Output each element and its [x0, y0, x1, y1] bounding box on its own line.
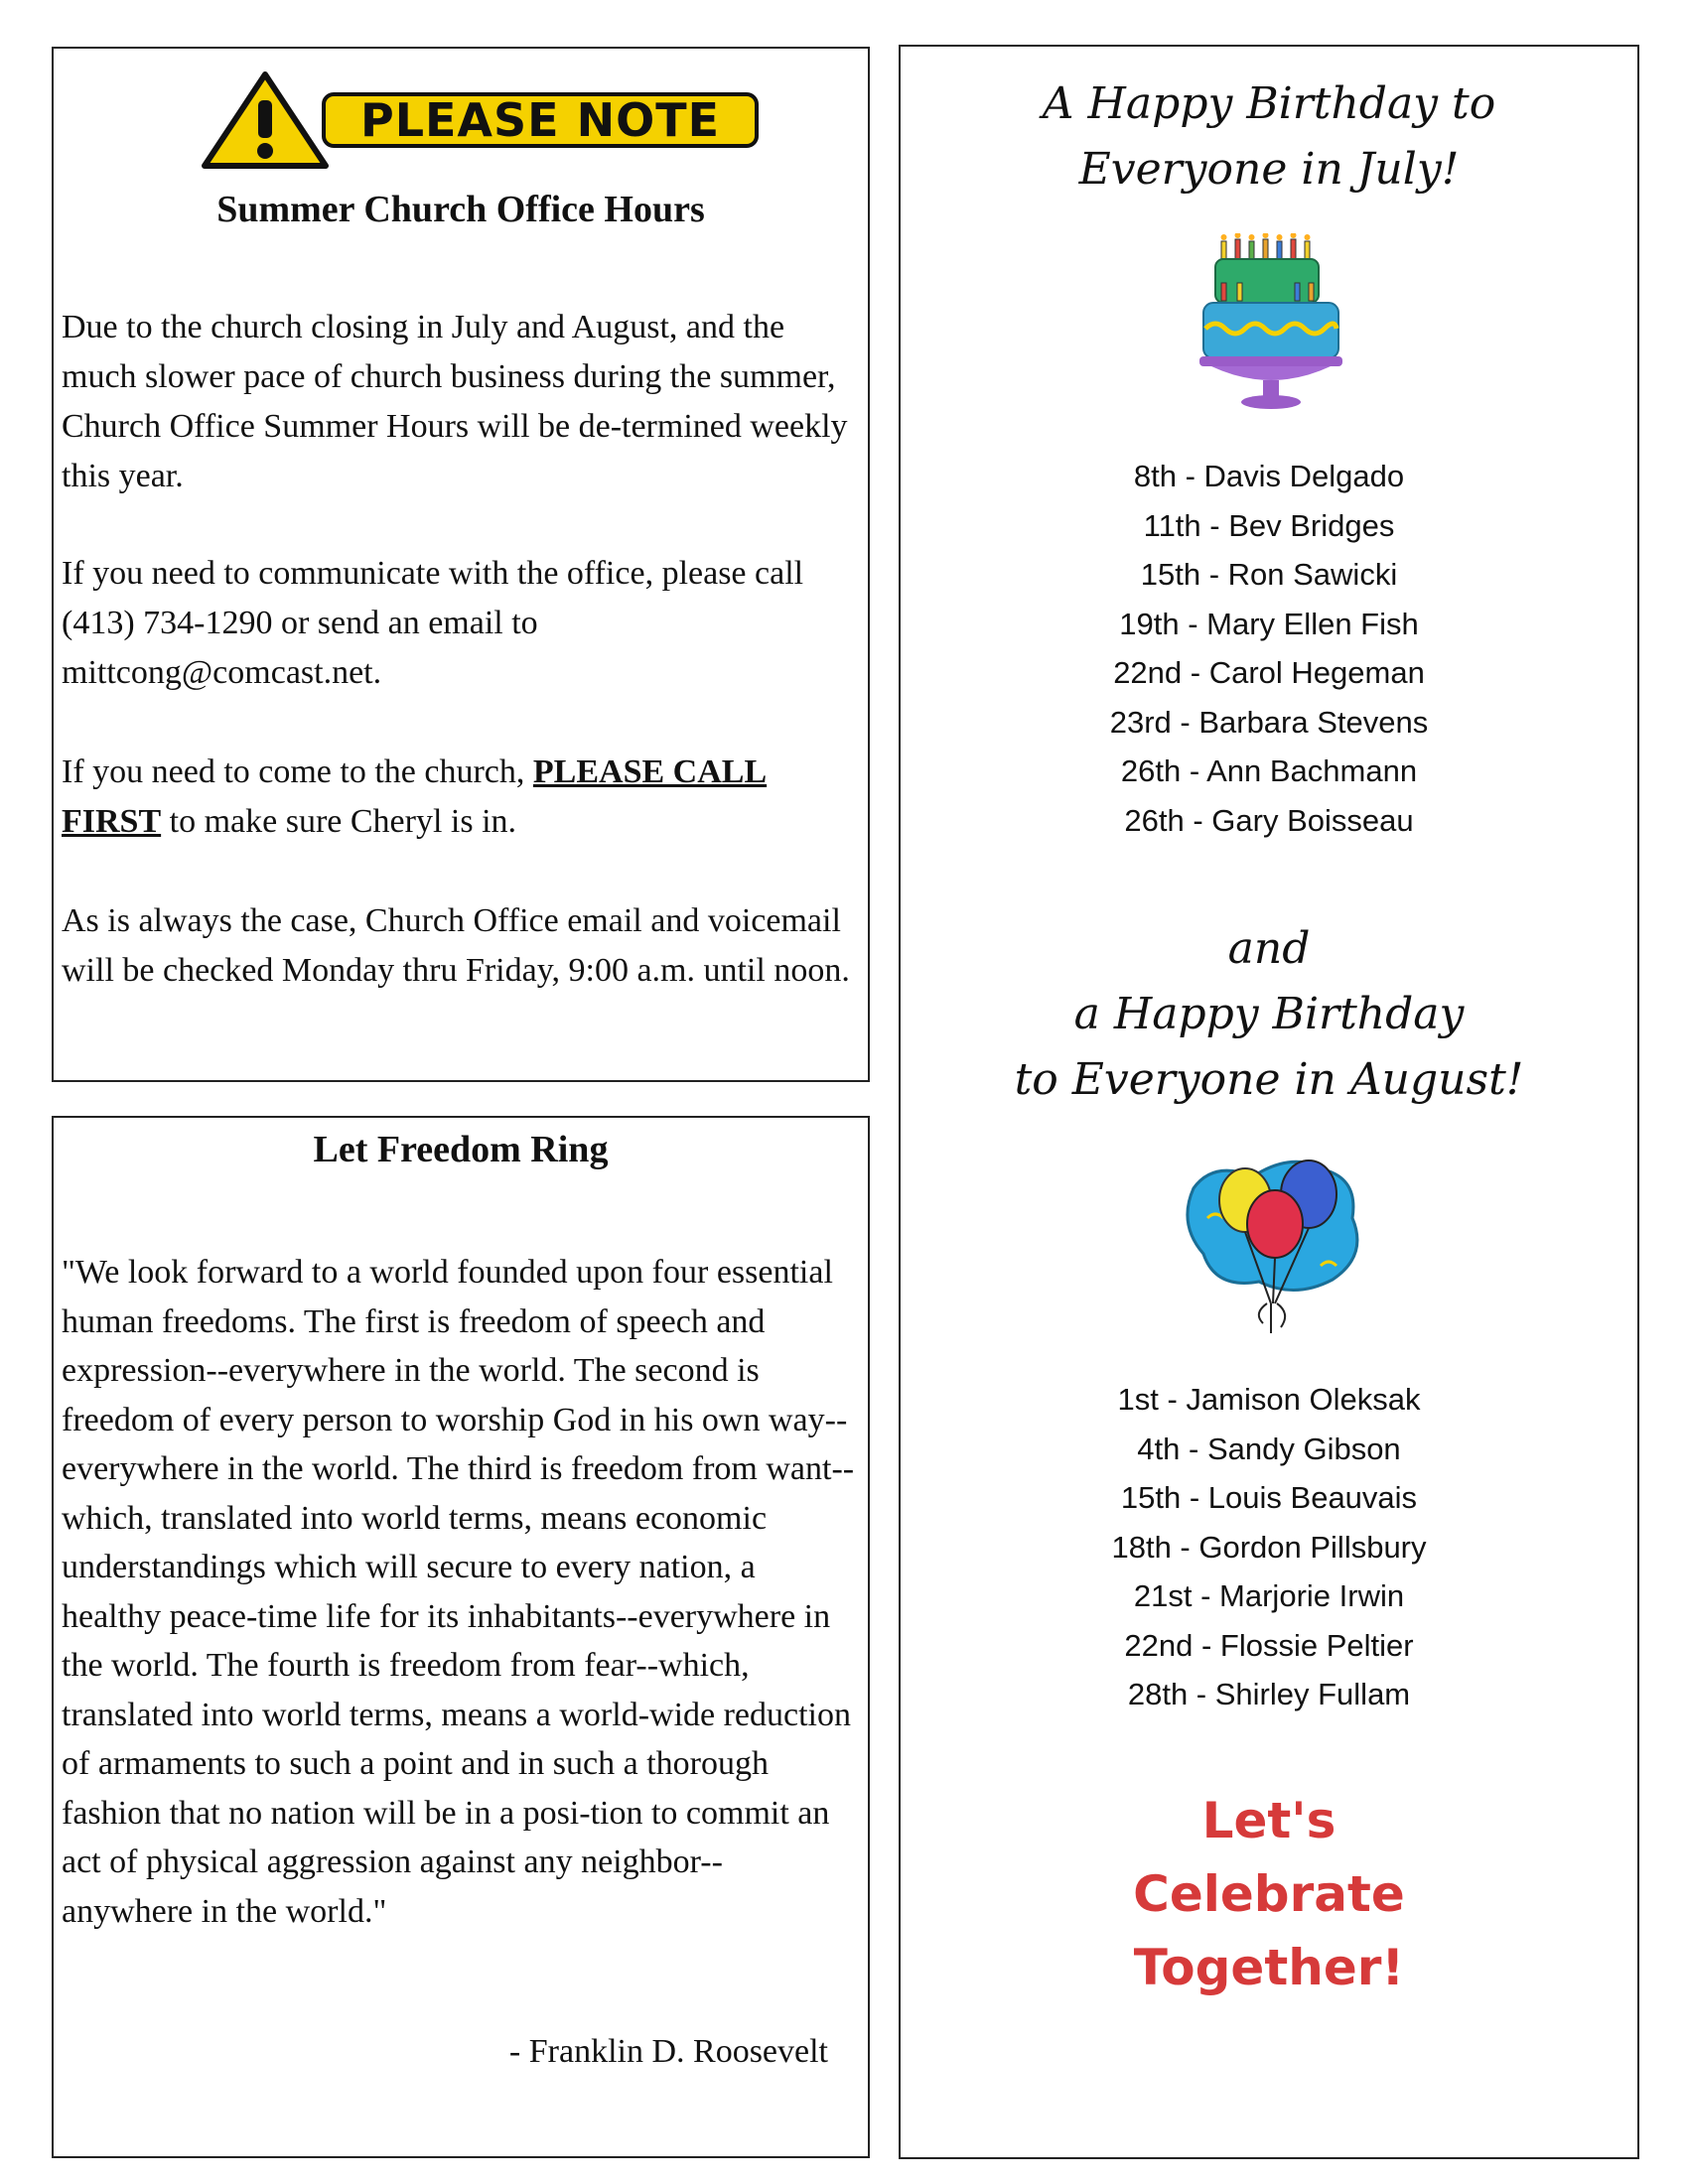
july-birthday-list [901, 452, 1637, 845]
office-paragraph-call-first [62, 748, 862, 847]
july-title-line-1: A Happy Birthday to [1042, 78, 1496, 129]
office-hours-heading: Summer Church Office Hours [216, 189, 705, 230]
roosevelt-quote: "We look forward to a world founded upon four essential human freedoms. The first is freedom of speech and expression--everywhere in the world. The second is freedom of every person to worship God in his own way--everywhere in the world. The third is freedom from want--which, translated into world terms, means economic understandings which will secure to every nation, a healthy peace-time life for its inhabitants--everywhere in the world. The fourth is freedom from fear--which, translated into world terms, means a world-wide reduction of armaments to such a point and in such a thorough fashion that no nation will be in a posi-tion to commit an act of physical aggression against any neighbor-- anywhere in the world." [62, 1254, 855, 1930]
august-birthday-title [901, 982, 1637, 1113]
august-birthday-item: 22nd - Flossie Peltier [1124, 1627, 1414, 1663]
please-call-first-emphasis: PLEASE CALL FIRST [62, 753, 768, 840]
office-paragraph-voicemail: As is always the case, Church Office email and voicemail will be checked Monday thru Friday, 9:00 a.m. until noon. [62, 902, 850, 989]
july-birthday-item: 19th - Mary Ellen Fish [1119, 606, 1419, 641]
please-note-label: PLEASE NOTE [322, 92, 759, 148]
office-paragraph-contact: If you need to communicate with the office, please call (413) 734-1290 or send an email to mittcong@comcast.net. [62, 555, 804, 691]
call-first-prefix: If you need to come to the church, [62, 753, 533, 790]
august-birthday-item: 15th - Louis Beauvais [1120, 1480, 1418, 1515]
celebrate-line-2: Celebrate [1133, 1865, 1405, 1923]
august-birthday-item: 21st - Marjorie Irwin [1133, 1578, 1405, 1613]
lets-celebrate-together [901, 1784, 1637, 2004]
july-birthday-item: 26th - Ann Bachmann [1120, 753, 1418, 788]
august-birthday-list [901, 1375, 1637, 1719]
july-birthday-item: 26th - Gary Boisseau [1124, 802, 1414, 838]
august-birthday-item: 18th - Gordon Pillsbury [1111, 1529, 1427, 1565]
july-birthday-item: 23rd - Barbara Stevens [1109, 704, 1429, 740]
july-birthday-item: 22nd - Carol Hegeman [1113, 655, 1425, 690]
call-first-suffix: to make sure Cheryl is in. [161, 803, 517, 840]
freedom-box [52, 1116, 870, 2158]
celebrate-line-1: Let's [1201, 1792, 1336, 1849]
july-birthday-item: 8th - Davis Delgado [1133, 459, 1405, 493]
please-note-banner [201, 70, 767, 170]
july-title-line-2: Everyone in July! [1078, 144, 1460, 195]
august-birthday-item: 28th - Shirley Fullam [1127, 1677, 1411, 1711]
birthday-cake-icon [1192, 233, 1350, 412]
office-paragraph-closing: Due to the church closing in July and August, and the much slower pace of church business during the summer, Church Office Summer Hours will be de-termined weekly this year. [62, 309, 848, 494]
july-birthday-item: 15th - Ron Sawicki [1140, 557, 1398, 592]
august-title-line-2: to Everyone in August! [1014, 1054, 1524, 1105]
july-birthday-title [901, 71, 1637, 203]
august-birthday-item: 1st - Jamison Oleksak [1117, 1382, 1421, 1417]
july-birthday-item: 11th - Bev Bridges [1143, 507, 1395, 543]
quote-attribution: - Franklin D. Roosevelt [508, 2033, 828, 2070]
office-hours-box [52, 47, 870, 1082]
celebrate-line-3: Together! [1133, 1939, 1405, 1996]
august-title-line-1: a Happy Birthday [1073, 989, 1465, 1039]
birthday-box [899, 45, 1639, 2159]
warning-icon [201, 70, 330, 170]
august-birthday-item: 4th - Sandy Gibson [1137, 1431, 1401, 1466]
balloons-icon [1172, 1149, 1370, 1337]
freedom-heading: Let Freedom Ring [313, 1129, 609, 1170]
and-text: and [1227, 923, 1311, 974]
